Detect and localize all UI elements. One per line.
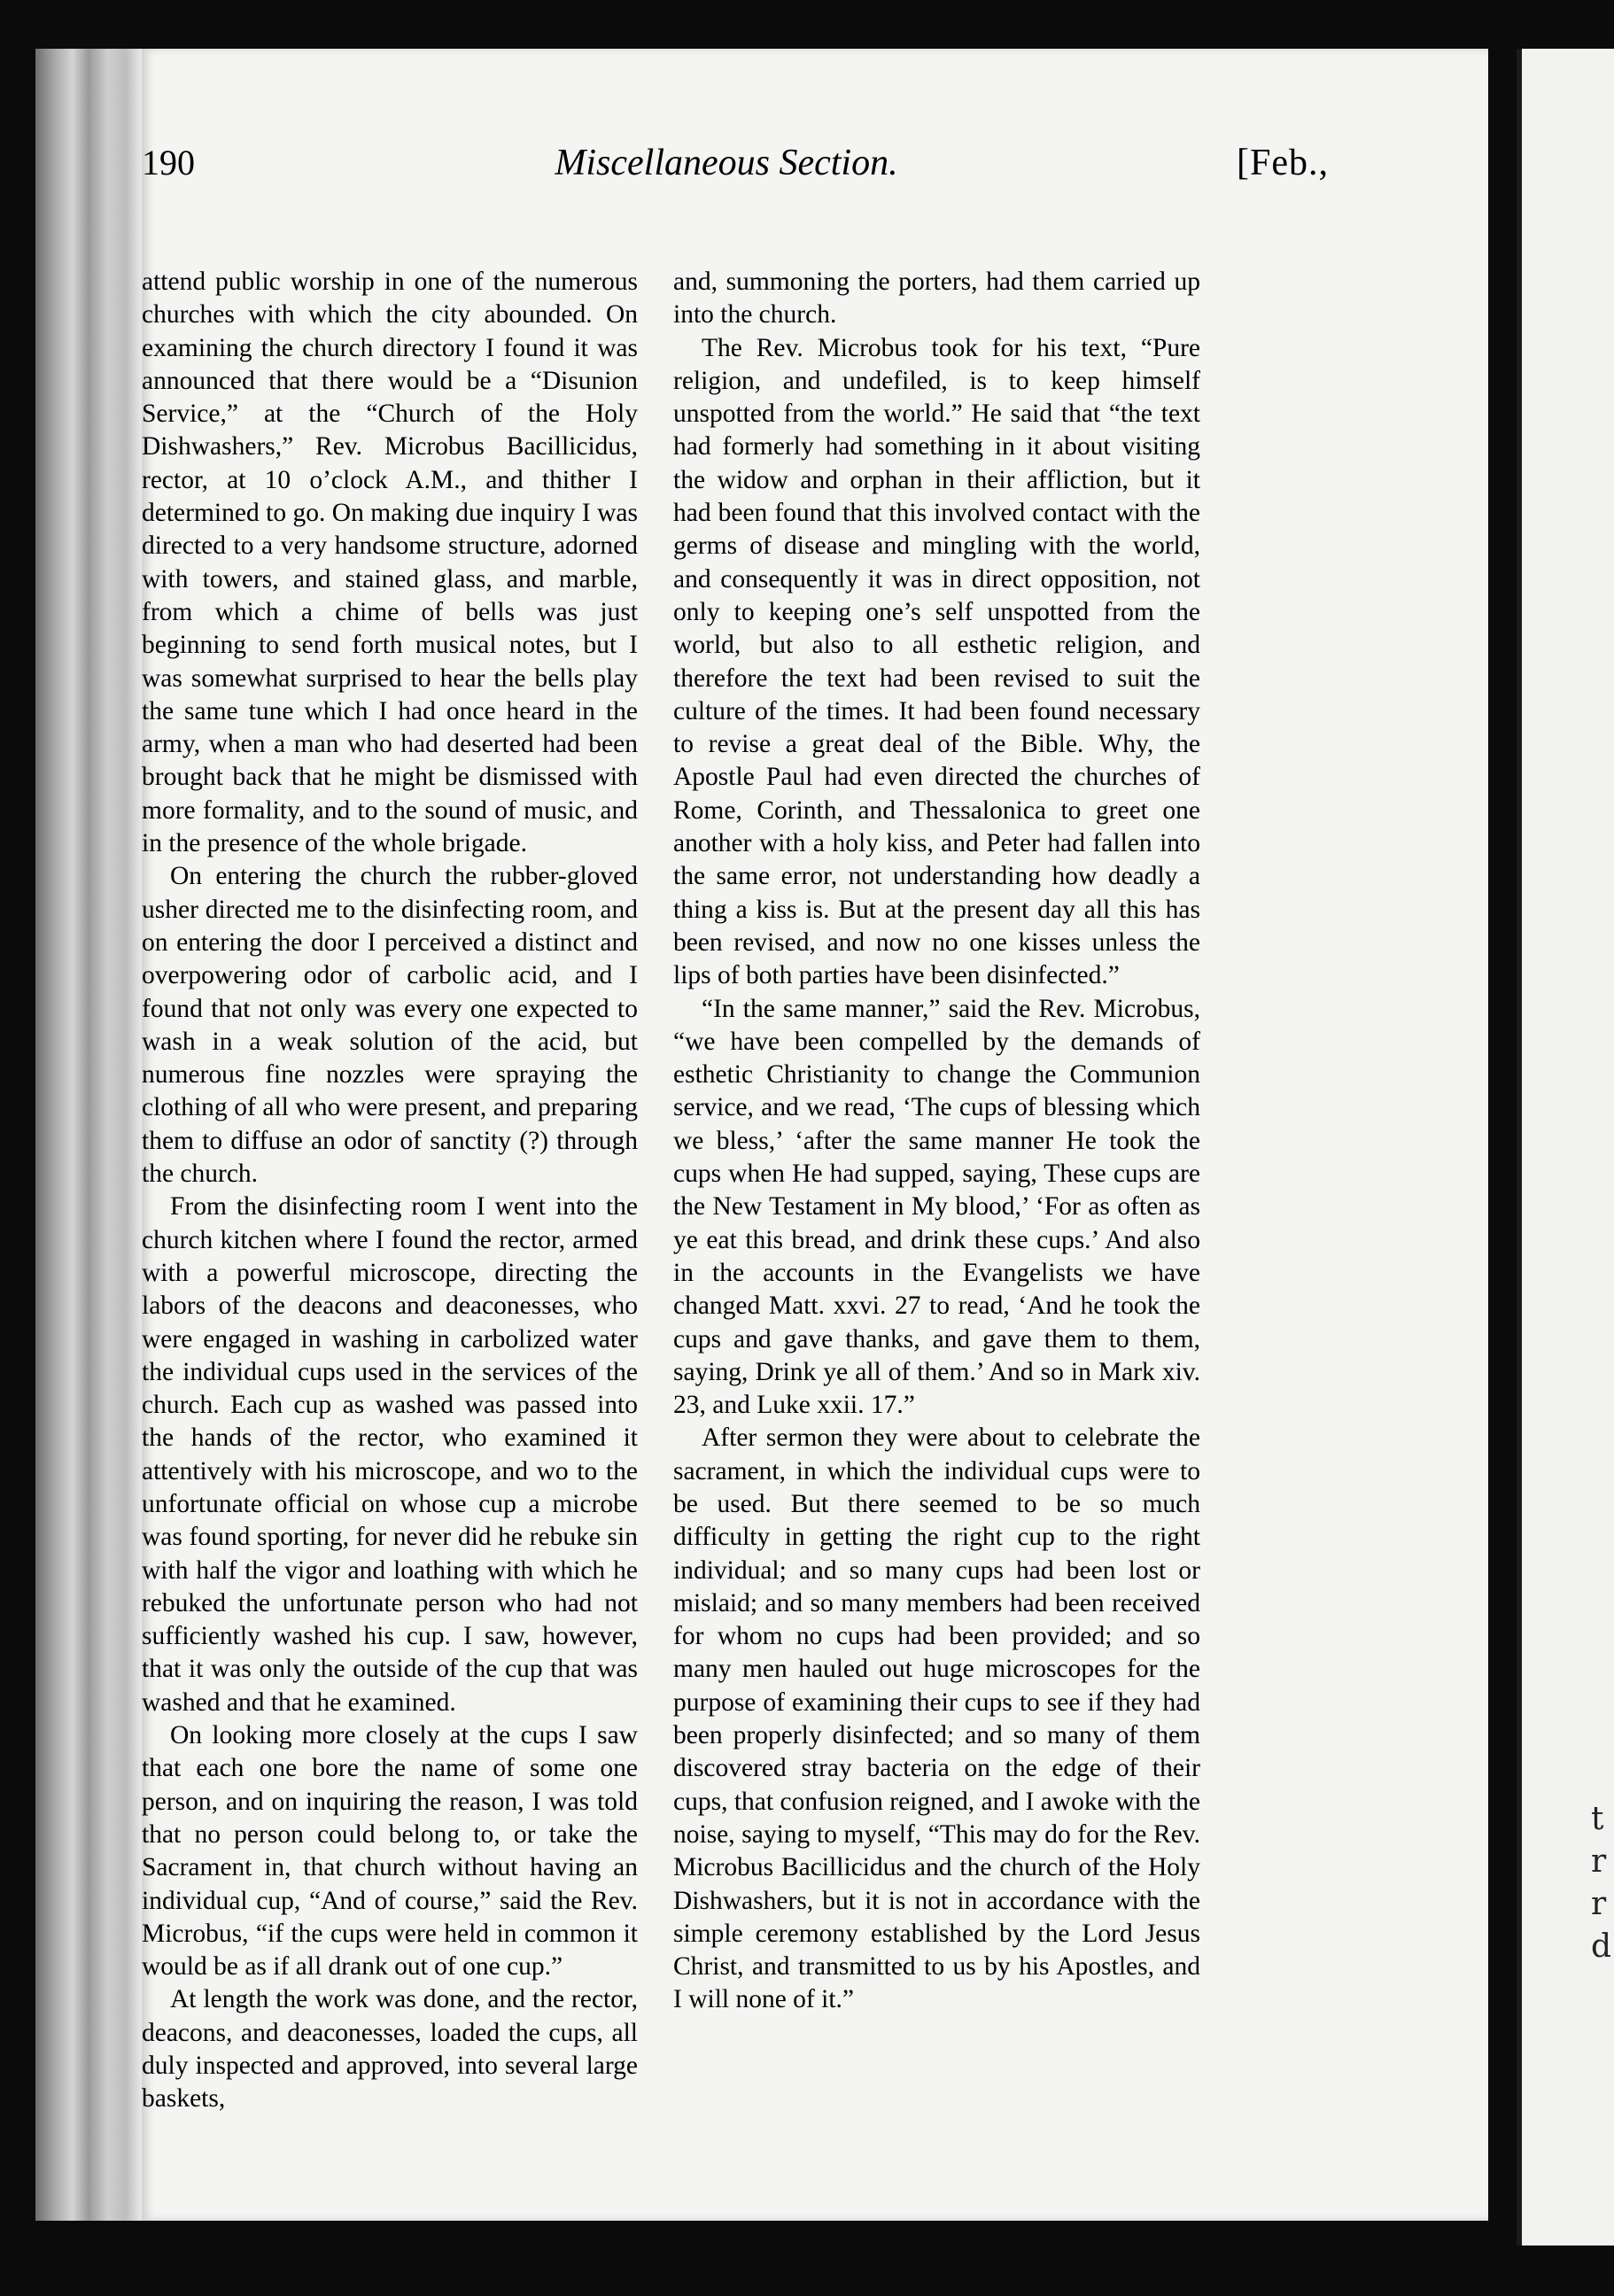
running-head-date: [Feb.,: [1237, 143, 1329, 183]
paragraph: On looking more closely at the cups I saw that each one bore the name of some one person, and on inquiring the reason, I was told that no person could belong to, or take the Sacrament in, that church without having an individual cup, “And of course,” said the Rev. Microbus, “if the cups were held in common it would be as if all drank out of one cup.”: [142, 1721, 638, 1982]
margin-letter: d: [1591, 1928, 1612, 1965]
section-title: Miscellaneous Section.: [555, 143, 898, 183]
paragraph: On entering the church the rubber-gloved usher directed me to the disinfecting room, and on entering the door I perceived a distinct and overpowering odor of carbolic acid, and I found that not only was every one expected to wash in a weak solution of the acid, but numerous fine nozzles were spraying the clothing of all who were present, and preparing them to diffuse an odor of sanctity (?) through the church.: [142, 862, 638, 1189]
book-spine: [35, 49, 142, 2221]
paragraph: From the disinfecting room I went into the church kitchen where I found the rector, armed with a powerful microscope, directing the labors of the deacons and deaconesses, who were engaged in washing in carbolized water the individual cups used in the services of the church. Each cup as washed was passed into the hands of the rector, who examined it attentively with his microscope, and wo to the unfortunate official on whose cup a microbe was found sporting, for never did he rebuke sin with half the vigor and loathing with which he rebuked the unfortunate person who had not sufficiently washed his cup. I saw, however, that it was only the outside of the cup that was washed and that he examined.: [142, 1192, 638, 1717]
right-column: [673, 266, 1200, 2017]
left-column: [142, 266, 638, 2116]
paragraph: and, summoning the porters, had them carried up into the church.: [673, 268, 1200, 330]
paragraph: After sermon they were about to celebrate the sacrament, in which the individual cups were to be used. But there seemed to be so much difficulty in getting the right cup to the right individual; and so many cups had been lost or mislaid; and so many members had been received for whom no cups had been provided; and so many men hauled out huge microscopes for the purpose of examining their cups to see if they had been properly disinfected; and so many of them discovered stray bacteria on the edge of their cups, that confusion reigned, and I awoke with the noise, saying to myself, “This may do for the Rev. Microbus Bacillicidus and the church of the Holy Dishwashers, but it is not in accordance with the simple ceremony established by the Lord Jesus Christ, and transmitted to us by his Apostles, and I will none of it.”: [673, 1423, 1200, 2014]
margin-letter: t: [1591, 1801, 1604, 1837]
paragraph: At length the work was done, and the rector, deacons, and deaconesses, loaded the cups, all duly inspected and approved, into several large baskets,: [142, 1985, 638, 2114]
margin-letter: r: [1591, 1886, 1607, 1922]
page-number: 190: [142, 143, 195, 182]
margin-letter: r: [1591, 1843, 1607, 1880]
paragraph: The Rev. Microbus took for his text, “Pure religion, and undefiled, is to keep himself unspotted from the world.” He said that “the text had formerly had something in it about visiting the widow and orphan in their affliction, but it had been found that this involved contact with the germs of disease and mingling with the world, and consequently it was in direct opposition, not only to keeping one’s self unspotted from the world, but also to all esthetic religion, and therefore the text had been revised to suit the culture of the times. It had been found necessary to revise a great deal of the Bible. Why, the Apostle Paul had even directed the churches of Rome, Corinth, and Thessalonica to greet one another with a holy kiss, and Peter had fallen into the same error, not understanding how deadly a thing a kiss is. But at the present day all this has been revised, and now no one kisses unless the lips of both parties have been disinfected.”: [673, 333, 1200, 990]
running-head: [142, 142, 1329, 204]
paragraph: attend public worship in one of the numerous churches with which the city abounded. On examining the church directory I found it was announced that there would be a “Disunion Service,” at the “Church of the Holy Dishwashers,” Rev. Microbus Bacillicidus, rector, at 10 o’clock A.M., and thither I determined to go. On making due inquiry I was directed to a very handsome structure, adorned with towers, and stained glass, and marble, from which a chime of bells was just beginning to send forth musical notes, but I was somewhat surprised to hear the bells play the same tune which I had once heard in the army, when a man who had deserted had been brought back that he might be dismissed with more formality, and to the sound of music, and in the presence of the whole brigade.: [142, 268, 638, 858]
paragraph: “In the same manner,” said the Rev. Microbus, “we have been compelled by the demands of esthetic Christianity to change the Communion service, and we read, ‘The cups of blessing which we bless,’ ‘after the same manner He took the cups when He had supped, saying, These cups are the New Testament in My blood,’ ‘For as often as ye eat this bread, and drink these cups.’ And also in the accounts in the Evangelists we have changed Matt. xxvi. 27 to read, ‘And he took the cups and gave thanks, and gave them to them, saying, Drink ye all of them.’ And so in Mark xiv. 23, and Luke xxii. 17.”: [673, 994, 1200, 1420]
facing-page-margin-text: [1591, 1798, 1612, 1968]
